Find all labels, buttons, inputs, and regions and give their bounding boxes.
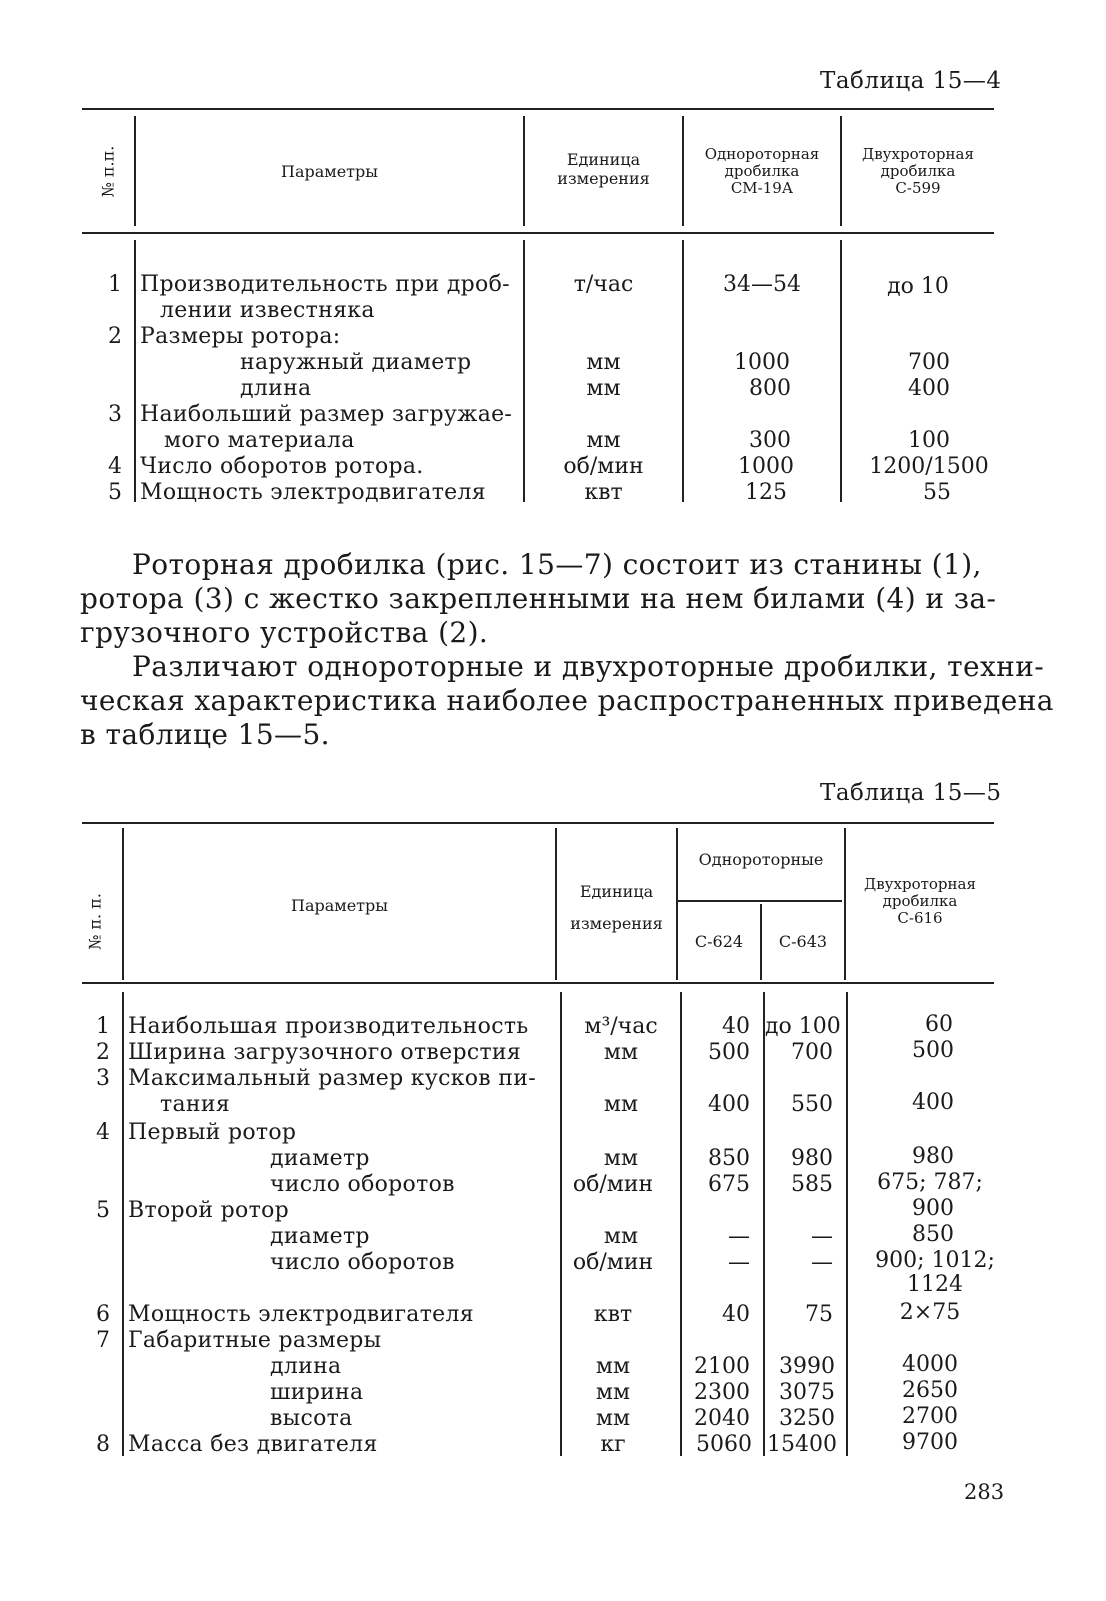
table2-row-unit: об/мин (572, 1172, 654, 1197)
table2-row-v1: 675 (708, 1172, 750, 1197)
table1-header-col2: Двухроторная дробилка С-599 (862, 145, 974, 197)
table2-row-param: Масса без двигателя (128, 1432, 378, 1457)
table2-row-unit: мм (595, 1406, 631, 1431)
table2-row-v3: 850 (912, 1222, 954, 1247)
table2-row-v1: 5060 (696, 1432, 752, 1457)
table2-row-v1: 2300 (694, 1380, 750, 1405)
table2-row-v1: 40 (722, 1014, 750, 1039)
table2-row-v2: 700 (791, 1040, 833, 1065)
table1-row-v1: 125 (745, 480, 787, 505)
table1-row-v1: 34—54 (723, 272, 801, 297)
table1-row-v1: 800 (749, 376, 791, 401)
table2-row-param: Первый ротор (128, 1120, 297, 1145)
table2-row-v2: до 100 (765, 1014, 841, 1039)
table2-row-v1: 400 (708, 1092, 750, 1117)
table1-header-num: № п.п. (98, 145, 118, 198)
table1-row-num: 2 (108, 324, 122, 349)
table2-top-rule (82, 822, 994, 824)
table1-row-param: мого материала (164, 428, 355, 453)
table1-header-rule (82, 232, 994, 234)
table1-row-v1: 1000 (738, 454, 794, 479)
table2-row-param: Габаритные размеры (128, 1328, 382, 1353)
table1-divider (134, 240, 136, 502)
table1-row-v2: 400 (908, 376, 950, 401)
table1-header-params: Параметры (280, 162, 378, 181)
paragraph-line: грузочного устройства (2). (80, 616, 489, 649)
table2-row-param: ширина (270, 1380, 364, 1405)
table2-row-param: высота (270, 1406, 353, 1431)
table2-row-unit: квт (593, 1302, 633, 1327)
table1-row-param: наружный диаметр (240, 350, 472, 375)
table2-header-unit: Единица измерения (570, 882, 663, 933)
table2-row-param: диаметр (270, 1224, 370, 1249)
table1-row-num: 4 (108, 454, 122, 479)
table2-row-v3: 900; 1012; (875, 1248, 995, 1273)
table1-row-unit: квт (584, 480, 623, 505)
table1-row-param: Число оборотов ротора. (140, 454, 424, 479)
table1-row-v2: до 10 (887, 274, 949, 299)
table1-row-param: Производительность при дроб- (140, 272, 510, 297)
table2-row-param: число оборотов (270, 1172, 455, 1197)
table2-row-unit: мм (595, 1380, 631, 1405)
table2-row-unit: об/мин (572, 1250, 654, 1275)
table2-row-v2: 3990 (779, 1354, 835, 1379)
table2-row-v2: — (811, 1224, 833, 1249)
table1-row-param: Размеры ротора: (140, 324, 341, 349)
table1-header-col1: Однороторная дробилка СМ-19А (704, 145, 820, 197)
table1-row-unit: мм (586, 350, 621, 375)
table2-row-v2: 75 (805, 1302, 833, 1327)
table1-row-param: длина (240, 376, 312, 401)
table2-header-sub1: С-624 (694, 932, 744, 951)
table2-row-v2: — (811, 1250, 833, 1275)
table2-row-param: тания (160, 1092, 230, 1117)
table2-row-num: 6 (96, 1302, 110, 1327)
table1-row-param: Мощность электродвигателя (140, 480, 486, 505)
table1-top-rule (82, 108, 994, 110)
table2-row-param: Второй ротор (128, 1198, 289, 1223)
table2-row-v3: 2×75 (899, 1300, 961, 1325)
table2-row-param: число оборотов (270, 1250, 455, 1275)
table2-row-v3: 675; 787; (877, 1170, 983, 1195)
table1-row-unit: т/час (573, 272, 634, 297)
table2-row-num: 7 (96, 1328, 110, 1353)
table2-row-param: Наибольшая производительность (128, 1014, 529, 1039)
table1-row-v2: 55 (923, 480, 951, 505)
table2-header-group: Однороторные (698, 850, 824, 869)
table2-row-v1: — (728, 1250, 750, 1275)
table2-row-v3: 60 (925, 1012, 953, 1037)
table2-caption: Таблица 15—5 (820, 780, 1002, 806)
table2-row-v3: 1124 (907, 1272, 963, 1297)
table2-header-sub2: С-643 (778, 932, 828, 951)
table2-row-unit: мм (603, 1146, 639, 1171)
table2-row-v2: 585 (791, 1172, 833, 1197)
table2-header-rule (82, 982, 994, 984)
table2-row-num: 3 (96, 1066, 110, 1091)
table2-row-v2: 15400 (767, 1432, 837, 1457)
table2-group-rule (678, 900, 842, 902)
table2-row-num: 5 (96, 1198, 110, 1223)
paragraph-line: ротора (3) с жестко закрепленными на нем билами (4) и за- (80, 582, 997, 615)
table2-header-num: № п. п. (85, 893, 105, 950)
table2-row-v2: 980 (791, 1146, 833, 1171)
table2-header-col3: Двухроторная дробилка С-616 (864, 875, 976, 927)
table2-row-param: Мощность электродвигателя (128, 1302, 474, 1327)
table2-row-num: 8 (96, 1432, 110, 1457)
table1-row-unit: мм (586, 428, 621, 453)
table2-header-params: Параметры (290, 896, 388, 915)
table2-row-v2: 3075 (779, 1380, 835, 1405)
table1-row-param: лении известняка (160, 298, 375, 323)
paragraph-line: в таблице 15—5. (80, 718, 330, 751)
table1-row-v2: 100 (908, 428, 950, 453)
table2-row-num: 4 (96, 1120, 110, 1145)
table2-row-v1: 2040 (694, 1406, 750, 1431)
table2-divider (122, 992, 124, 1456)
table2-row-v3: 900 (912, 1196, 954, 1221)
table2-row-param: Максимальный размер кусков пи- (128, 1066, 536, 1091)
table2-row-unit: мм (595, 1354, 631, 1379)
table1-row-v1: 300 (749, 428, 791, 453)
table2-row-v3: 4000 (902, 1352, 958, 1377)
table1-row-num: 3 (108, 402, 122, 427)
table1-row-unit: мм (586, 376, 621, 401)
table2-row-v1: 500 (708, 1040, 750, 1065)
table2-row-v3: 2700 (902, 1404, 958, 1429)
table1-row-param: Наибольший размер загружае- (140, 402, 513, 427)
table2-row-unit: кг (600, 1432, 626, 1457)
table2-row-v3: 500 (912, 1038, 954, 1063)
table2-row-v3: 400 (912, 1090, 954, 1115)
table2-row-v1: 850 (708, 1146, 750, 1171)
table2-row-unit: м³/час (584, 1014, 658, 1039)
table1-row-v2: 700 (908, 350, 950, 375)
table2-row-num: 2 (96, 1040, 110, 1065)
table1-caption: Таблица 15—4 (820, 68, 1002, 94)
table2-row-unit: мм (603, 1040, 639, 1065)
table1-row-num: 1 (108, 272, 122, 297)
paragraph-line: Роторная дробилка (рис. 15—7) состоит из станины (1), (132, 548, 982, 581)
table2-row-v1: 2100 (694, 1354, 750, 1379)
table2-row-num: 1 (96, 1014, 110, 1039)
table2-row-v3: 2650 (902, 1378, 958, 1403)
table1-row-v2: 1200/1500 (869, 454, 989, 479)
table1-row-unit: об/мин (563, 454, 644, 479)
paragraph-line: Различают однороторные и двухроторные дробилки, техни- (132, 650, 1045, 683)
table2-row-v1: — (728, 1224, 750, 1249)
table2-row-v3: 980 (912, 1144, 954, 1169)
table1-row-v1: 1000 (734, 350, 790, 375)
table2-row-v3: 9700 (902, 1430, 958, 1455)
table2-row-unit: мм (603, 1224, 639, 1249)
table1-row-num: 5 (108, 480, 122, 505)
table2-row-v2: 550 (791, 1092, 833, 1117)
table1-header-unit: Единица измерения (557, 150, 650, 188)
page-number: 283 (964, 1480, 1005, 1504)
table2-row-param: длина (270, 1354, 342, 1379)
table2-row-param: диаметр (270, 1146, 370, 1171)
table2-row-unit: мм (603, 1092, 639, 1117)
table2-row-param: Ширина загрузочного отверстия (128, 1040, 522, 1065)
paragraph-line: ческая характеристика наиболее распространенных приведена (80, 684, 1054, 717)
table2-row-v2: 3250 (779, 1406, 835, 1431)
table2-row-v1: 40 (722, 1302, 750, 1327)
